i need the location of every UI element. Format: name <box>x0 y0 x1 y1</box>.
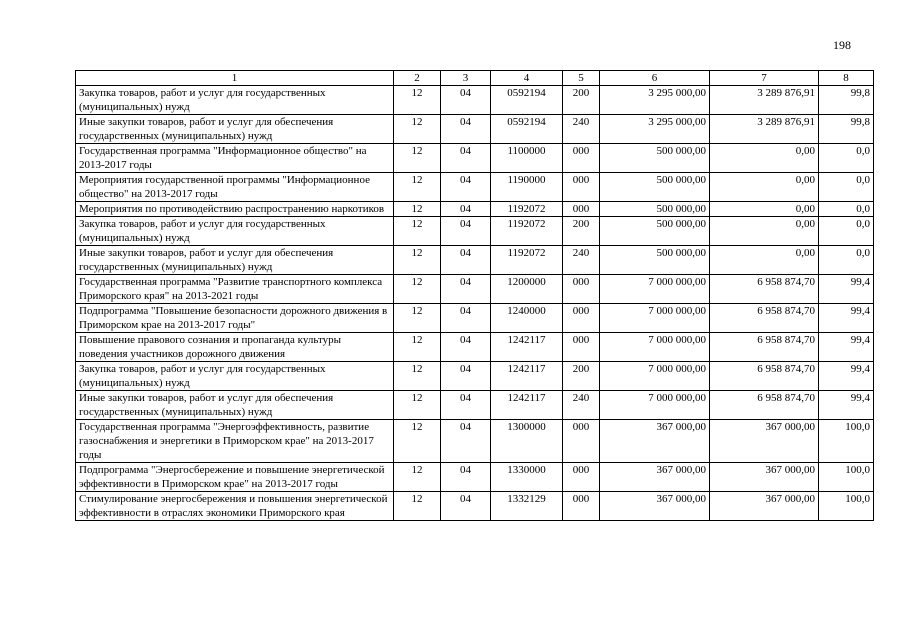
row-name-cell: Закупка товаров, работ и услуг для государственных (муниципальных) нужд <box>76 362 394 391</box>
expense-type-cell: 240 <box>563 391 600 420</box>
row-name-cell: Государственная программа "Развитие транспортного комплекса Приморского края" на 2013-2021 годы <box>76 275 394 304</box>
subsection-code-cell: 04 <box>441 275 491 304</box>
row-name-cell: Мероприятия государственной программы "Информационное общество" на 2013-2017 годы <box>76 173 394 202</box>
table-row <box>76 304 874 333</box>
subsection-code-cell: 04 <box>441 333 491 362</box>
planned-amount-cell: 500 000,00 <box>600 202 710 217</box>
percent-cell: 99,4 <box>819 275 874 304</box>
subsection-code-cell: 04 <box>441 202 491 217</box>
planned-amount-cell: 367 000,00 <box>600 463 710 492</box>
row-name-cell: Закупка товаров, работ и услуг для государственных (муниципальных) нужд <box>76 86 394 115</box>
actual-amount-cell: 0,00 <box>710 202 819 217</box>
row-name-cell: Подпрограмма "Энергосбережение и повышение энергетической эффективности в Приморском крае" на 2013-2017 годы <box>76 463 394 492</box>
table-row <box>76 362 874 391</box>
header-cell: 7 <box>710 71 819 86</box>
subsection-code-cell: 04 <box>441 144 491 173</box>
actual-amount-cell: 0,00 <box>710 217 819 246</box>
target-item-cell: 1242117 <box>491 391 563 420</box>
section-code-cell: 12 <box>394 362 441 391</box>
row-name-cell: Государственная программа "Энергоэффективность, развитие газоснабжения и энергетики в Приморском крае" на 2013-2017 годы <box>76 420 394 463</box>
planned-amount-cell: 7 000 000,00 <box>600 275 710 304</box>
target-item-cell: 1240000 <box>491 304 563 333</box>
planned-amount-cell: 367 000,00 <box>600 492 710 521</box>
target-item-cell: 1190000 <box>491 173 563 202</box>
planned-amount-cell: 7 000 000,00 <box>600 333 710 362</box>
percent-cell: 99,4 <box>819 304 874 333</box>
expense-type-cell: 000 <box>563 173 600 202</box>
budget-table <box>75 70 874 521</box>
percent-cell: 99,4 <box>819 391 874 420</box>
header-cell: 3 <box>441 71 491 86</box>
row-name-cell: Подпрограмма "Повышение безопасности дорожного движения в Приморском крае на 2013-2017 годы" <box>76 304 394 333</box>
subsection-code-cell: 04 <box>441 362 491 391</box>
header-row <box>76 71 874 86</box>
table-row <box>76 275 874 304</box>
percent-cell: 99,8 <box>819 86 874 115</box>
subsection-code-cell: 04 <box>441 391 491 420</box>
section-code-cell: 12 <box>394 304 441 333</box>
percent-cell: 0,0 <box>819 202 874 217</box>
row-name-cell: Иные закупки товаров, работ и услуг для обеспечения государственных (муниципальных) нужд <box>76 391 394 420</box>
header-cell: 5 <box>563 71 600 86</box>
percent-cell: 100,0 <box>819 463 874 492</box>
expense-type-cell: 000 <box>563 492 600 521</box>
table-row <box>76 144 874 173</box>
subsection-code-cell: 04 <box>441 217 491 246</box>
row-name-cell: Повышение правового сознания и пропаганда культуры поведения участников дорожного движения <box>76 333 394 362</box>
percent-cell: 99,8 <box>819 115 874 144</box>
target-item-cell: 1242117 <box>491 333 563 362</box>
percent-cell: 100,0 <box>819 420 874 463</box>
section-code-cell: 12 <box>394 333 441 362</box>
subsection-code-cell: 04 <box>441 86 491 115</box>
expense-type-cell: 000 <box>563 275 600 304</box>
target-item-cell: 1192072 <box>491 217 563 246</box>
subsection-code-cell: 04 <box>441 420 491 463</box>
actual-amount-cell: 367 000,00 <box>710 463 819 492</box>
actual-amount-cell: 0,00 <box>710 246 819 275</box>
actual-amount-cell: 367 000,00 <box>710 492 819 521</box>
expense-type-cell: 000 <box>563 333 600 362</box>
section-code-cell: 12 <box>394 173 441 202</box>
actual-amount-cell: 3 289 876,91 <box>710 86 819 115</box>
section-code-cell: 12 <box>394 202 441 217</box>
table-row <box>76 217 874 246</box>
section-code-cell: 12 <box>394 246 441 275</box>
target-item-cell: 0592194 <box>491 86 563 115</box>
subsection-code-cell: 04 <box>441 492 491 521</box>
actual-amount-cell: 0,00 <box>710 173 819 202</box>
expense-type-cell: 200 <box>563 362 600 391</box>
header-cell: 6 <box>600 71 710 86</box>
table-body <box>76 86 874 521</box>
target-item-cell: 1200000 <box>491 275 563 304</box>
planned-amount-cell: 500 000,00 <box>600 246 710 275</box>
section-code-cell: 12 <box>394 492 441 521</box>
table-row <box>76 173 874 202</box>
target-item-cell: 1332129 <box>491 492 563 521</box>
target-item-cell: 1192072 <box>491 202 563 217</box>
row-name-cell: Иные закупки товаров, работ и услуг для обеспечения государственных (муниципальных) нужд <box>76 115 394 144</box>
expense-type-cell: 000 <box>563 420 600 463</box>
percent-cell: 0,0 <box>819 173 874 202</box>
planned-amount-cell: 7 000 000,00 <box>600 304 710 333</box>
actual-amount-cell: 0,00 <box>710 144 819 173</box>
actual-amount-cell: 6 958 874,70 <box>710 362 819 391</box>
percent-cell: 0,0 <box>819 144 874 173</box>
actual-amount-cell: 367 000,00 <box>710 420 819 463</box>
expense-type-cell: 000 <box>563 144 600 173</box>
expense-type-cell: 200 <box>563 217 600 246</box>
expense-type-cell: 240 <box>563 246 600 275</box>
section-code-cell: 12 <box>394 115 441 144</box>
planned-amount-cell: 3 295 000,00 <box>600 115 710 144</box>
planned-amount-cell: 7 000 000,00 <box>600 362 710 391</box>
actual-amount-cell: 6 958 874,70 <box>710 304 819 333</box>
actual-amount-cell: 6 958 874,70 <box>710 275 819 304</box>
row-name-cell: Мероприятия по противодействию распространению наркотиков <box>76 202 394 217</box>
planned-amount-cell: 3 295 000,00 <box>600 86 710 115</box>
section-code-cell: 12 <box>394 144 441 173</box>
subsection-code-cell: 04 <box>441 463 491 492</box>
target-item-cell: 1330000 <box>491 463 563 492</box>
expense-type-cell: 000 <box>563 202 600 217</box>
table-row <box>76 492 874 521</box>
table-row <box>76 420 874 463</box>
subsection-code-cell: 04 <box>441 246 491 275</box>
table-row <box>76 246 874 275</box>
header-cell: 1 <box>76 71 394 86</box>
planned-amount-cell: 500 000,00 <box>600 144 710 173</box>
expense-type-cell: 000 <box>563 304 600 333</box>
subsection-code-cell: 04 <box>441 115 491 144</box>
table-row <box>76 333 874 362</box>
header-cell: 4 <box>491 71 563 86</box>
table-row <box>76 202 874 217</box>
row-name-cell: Стимулирование энергосбережения и повышения энергетической эффективности в отраслях экономики Приморского края <box>76 492 394 521</box>
header-cell: 2 <box>394 71 441 86</box>
target-item-cell: 1300000 <box>491 420 563 463</box>
target-item-cell: 1192072 <box>491 246 563 275</box>
planned-amount-cell: 500 000,00 <box>600 217 710 246</box>
planned-amount-cell: 500 000,00 <box>600 173 710 202</box>
percent-cell: 0,0 <box>819 246 874 275</box>
row-name-cell: Закупка товаров, работ и услуг для государственных (муниципальных) нужд <box>76 217 394 246</box>
actual-amount-cell: 6 958 874,70 <box>710 333 819 362</box>
section-code-cell: 12 <box>394 275 441 304</box>
section-code-cell: 12 <box>394 217 441 246</box>
page-number: 198 <box>833 38 851 52</box>
target-item-cell: 0592194 <box>491 115 563 144</box>
subsection-code-cell: 04 <box>441 173 491 202</box>
header-cell: 8 <box>819 71 874 86</box>
target-item-cell: 1242117 <box>491 362 563 391</box>
percent-cell: 0,0 <box>819 217 874 246</box>
table-row <box>76 391 874 420</box>
planned-amount-cell: 7 000 000,00 <box>600 391 710 420</box>
section-code-cell: 12 <box>394 463 441 492</box>
row-name-cell: Государственная программа "Информационное общество" на 2013-2017 годы <box>76 144 394 173</box>
expense-type-cell: 200 <box>563 86 600 115</box>
row-name-cell: Иные закупки товаров, работ и услуг для обеспечения государственных (муниципальных) нужд <box>76 246 394 275</box>
percent-cell: 99,4 <box>819 362 874 391</box>
section-code-cell: 12 <box>394 420 441 463</box>
expense-type-cell: 240 <box>563 115 600 144</box>
percent-cell: 100,0 <box>819 492 874 521</box>
table-row <box>76 86 874 115</box>
actual-amount-cell: 3 289 876,91 <box>710 115 819 144</box>
subsection-code-cell: 04 <box>441 304 491 333</box>
planned-amount-cell: 367 000,00 <box>600 420 710 463</box>
section-code-cell: 12 <box>394 86 441 115</box>
target-item-cell: 1100000 <box>491 144 563 173</box>
table-row <box>76 115 874 144</box>
table-row <box>76 463 874 492</box>
actual-amount-cell: 6 958 874,70 <box>710 391 819 420</box>
section-code-cell: 12 <box>394 391 441 420</box>
percent-cell: 99,4 <box>819 333 874 362</box>
expense-type-cell: 000 <box>563 463 600 492</box>
